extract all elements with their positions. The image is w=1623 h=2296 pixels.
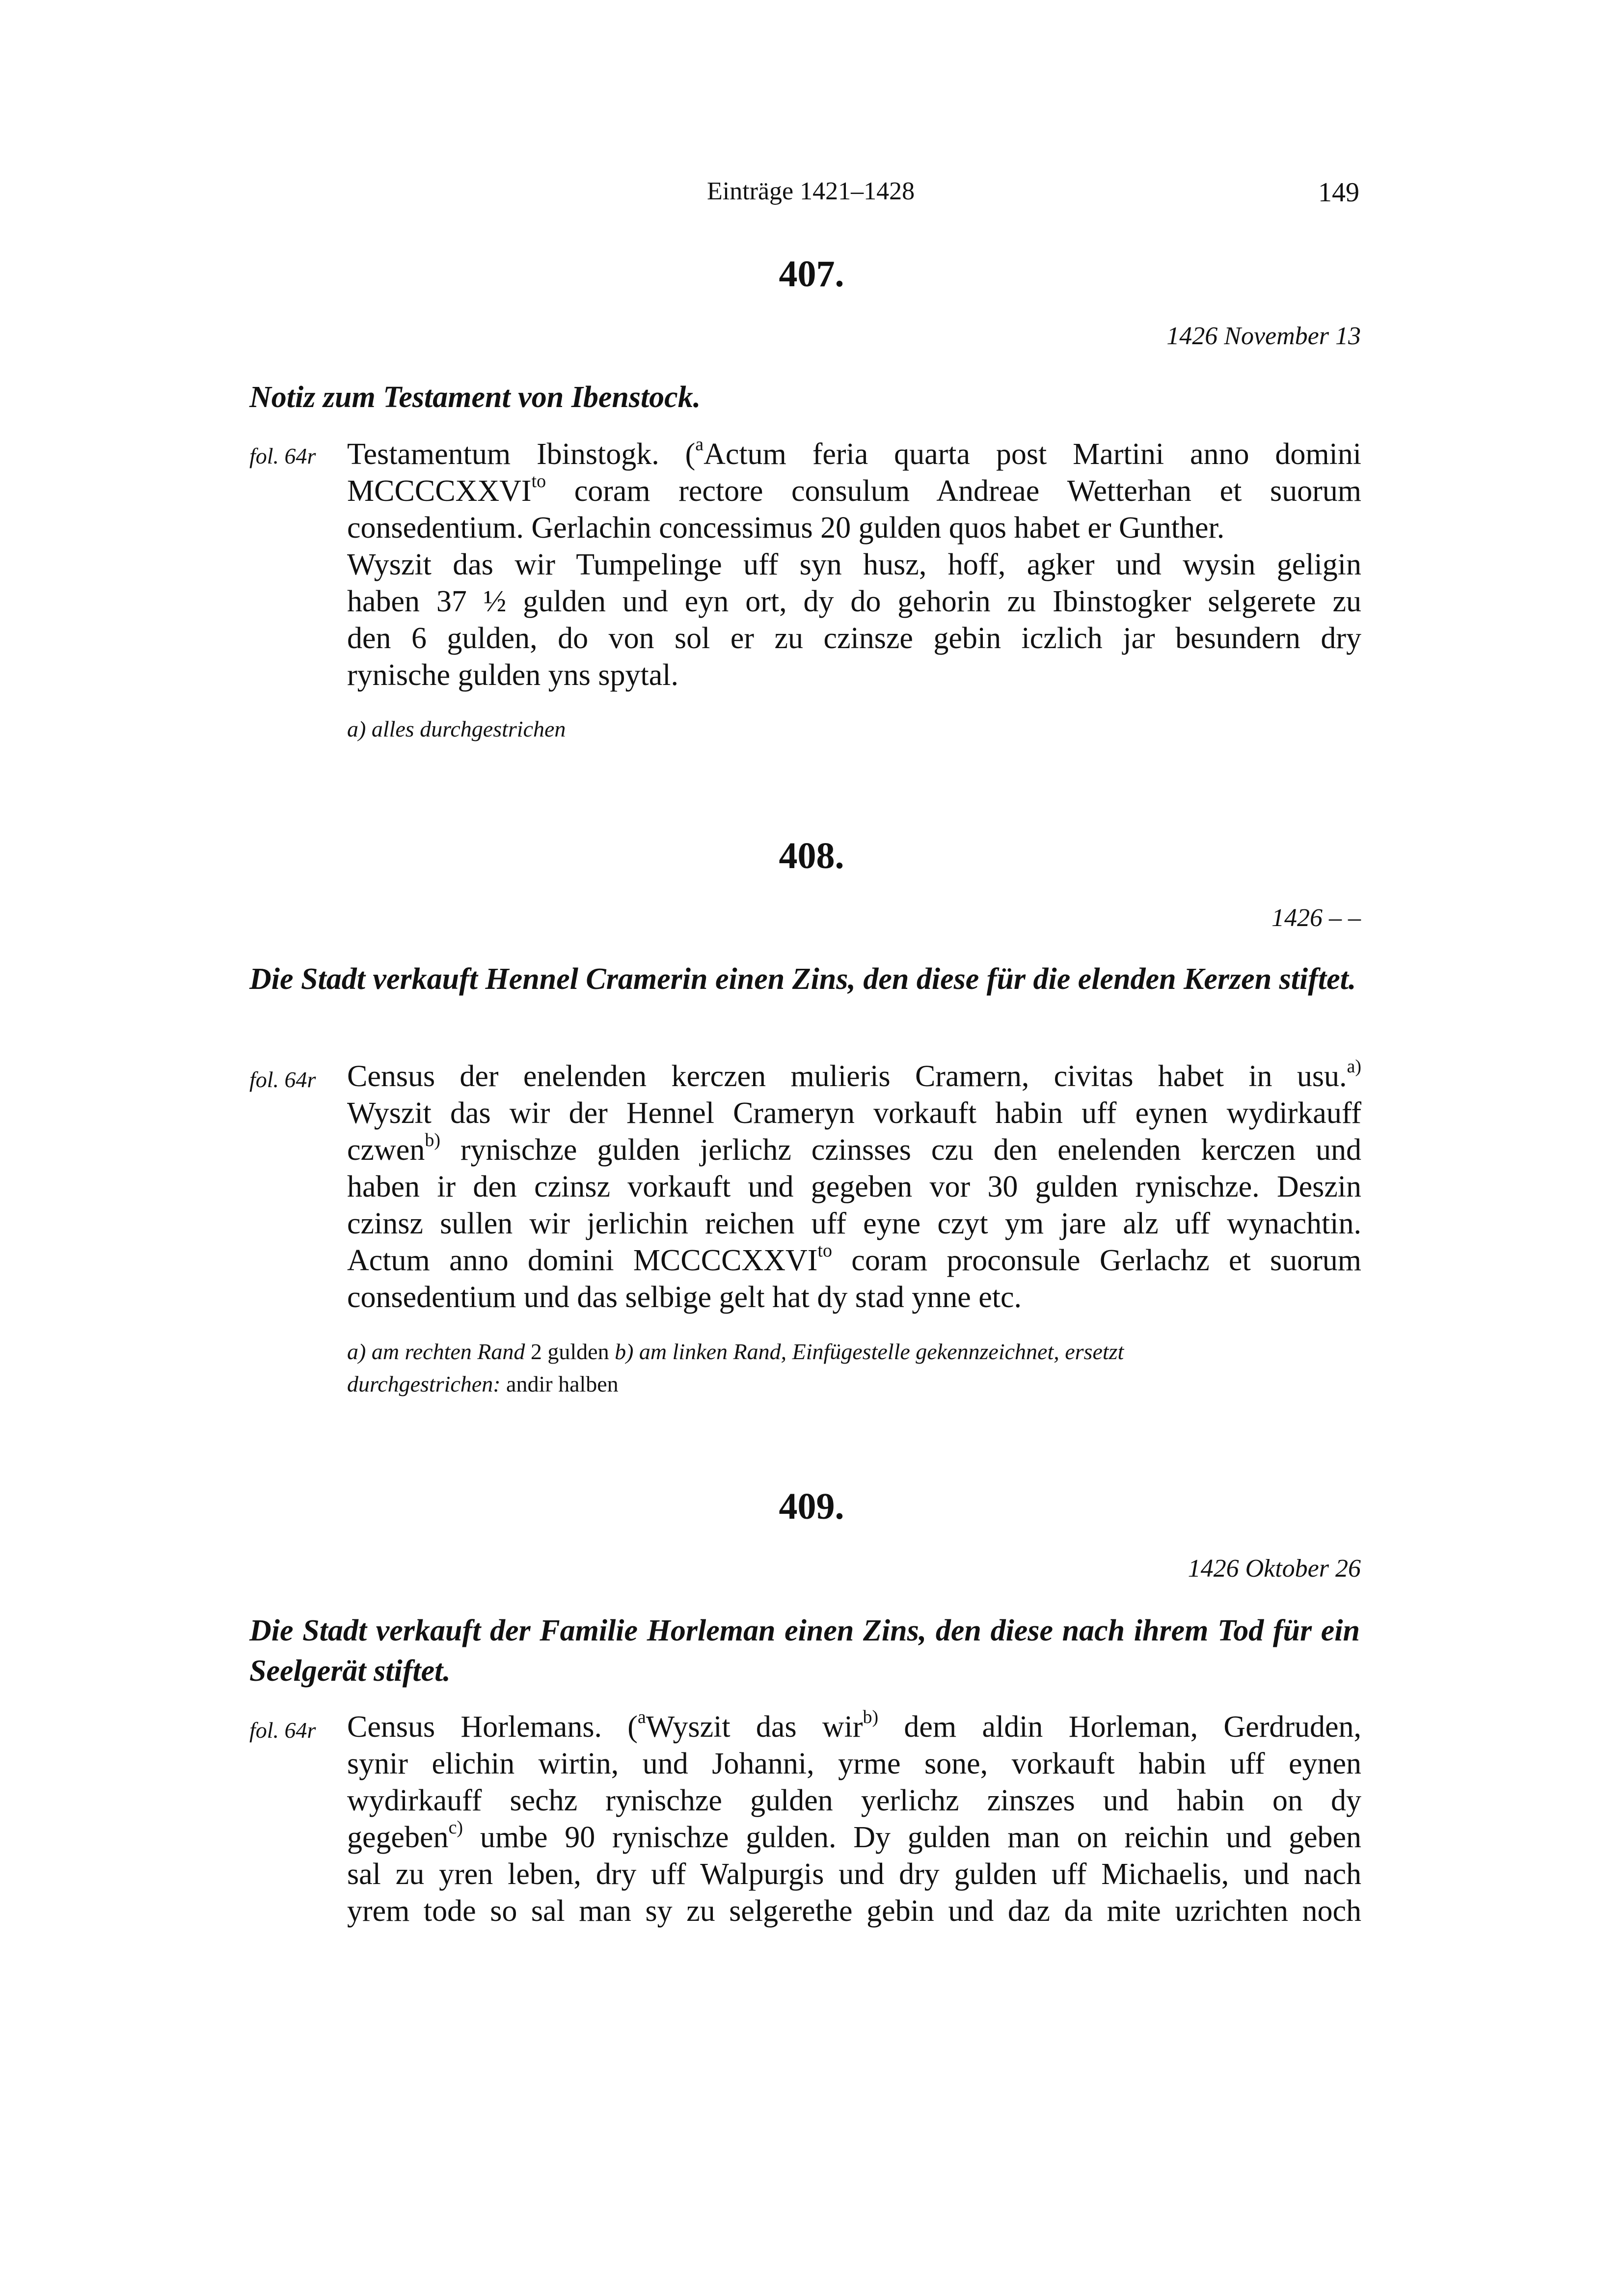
text-line: Testamentum Ibinstogk. ($^a$Actum feria quarta post Martini anno domini (347, 434, 1361, 471)
text-line: synir elichin wirtin, und Johanni, yrme sone, vorkauft habin uff eynen (347, 1747, 1361, 1780)
entry-date: 1426 November 13 (1166, 322, 1361, 350)
text-line: haben ir den czinsz vorkauft und gegeben vor 30 gulden rynischze. Deszin (347, 1170, 1361, 1203)
entry-number: 408. (779, 835, 844, 876)
entry-date: 1426 – – (1271, 904, 1361, 932)
text-line: sal zu yren leben, dry uff Walpurgis und dry gulden uff Michaelis, und nach (347, 1858, 1361, 1891)
folio-reference: fol. 64r (249, 1718, 316, 1743)
text-line: czwen$^{b)}$ rynischze gulden jerlichz czinsses czu den enelenden kerczen und (347, 1130, 1361, 1167)
entry-title: Die Stadt verkauft Hennel Cramerin einen Zins, den diese für die elenden Kerzen stiftet. (249, 962, 1356, 996)
footnote: a) alles durchgestrichen (347, 716, 566, 741)
text-line: consedentium und das selbige gelt hat dy stad ynne etc. (347, 1281, 1022, 1314)
text-line: den 6 gulden, do von sol er zu czinsze gebin iczlich jar besundern dry (347, 622, 1361, 655)
text-line: $MCCCCXXVI^{to}$ coram rectore consulum Andreae Wetterhan et suorum (347, 471, 1361, 508)
text-line: Actum anno domini $MCCCCXXVI^{to}$ coram proconsule Gerlachz et suorum (347, 1240, 1361, 1277)
entry-number: 409. (779, 1486, 844, 1527)
text-line: rynische gulden yns spytal. (347, 658, 679, 692)
text-line: wydirkauff sechz rynischze gulden yerlichz zinszes und habin on dy (347, 1784, 1361, 1817)
text-line: Census Horlemans. ($^a$Wyszit das wir$^{b)}$ dem aldin Horleman, Gerdruden, (347, 1707, 1362, 1744)
running-head (0, 177, 1623, 216)
entry-text (347, 1058, 1361, 1316)
entry-text (347, 436, 1361, 694)
text-line: czinsz sullen wir jerlichin reichen uff eyne czyt ym jare alz uff wynachtin. (347, 1207, 1361, 1240)
entry-text (347, 1709, 1361, 1930)
text-line: Wyszit das wir Tumpelinge uff syn husz, hoff, agker und wysin geligin (347, 548, 1361, 581)
page-number: 149 (1318, 177, 1359, 208)
text-line: gegeben$^{c)}$ umbe 90 rynischze gulden. Dy gulden man on reichin und geben (347, 1817, 1361, 1854)
text-line: consedentium. Gerlachin concessimus 20 gulden quos habet er Gunther. (347, 511, 1225, 545)
text-line: haben 37 ½ gulden und eyn ort, dy do gehorin zu Ibinstogker selgerete zu (347, 585, 1361, 618)
footnote: a) am rechten Rand 2 gulden b) am linken Rand, Einfügestelle gekennzeichnet, ersetzt durchgestrichen: andir halben (347, 1339, 1124, 1396)
folio-reference: fol. 64r (249, 443, 316, 468)
entry-date: 1426 Oktober 26 (1188, 1555, 1361, 1583)
text-line: Census der enelenden kerczen mulieris Cramern, civitas habet in usu.$^{a)}$ (347, 1056, 1361, 1093)
entry-title: Notiz zum Testament von Ibenstock. (249, 381, 701, 414)
entry-title: Die Stadt verkauft der Familie Horleman einen Zins, den diese nach ihrem Tod für ein Seelgerät stiftet. (249, 1614, 1360, 1688)
folio-reference: fol. 64r (249, 1067, 316, 1092)
text-line: Wyszit das wir der Hennel Crameryn vorkauft habin uff eynen wydirkauff (347, 1096, 1361, 1130)
entry-number: 407. (779, 253, 844, 295)
running-title: Einträge 1421–1428 (707, 177, 915, 205)
text-line: yrem tode so sal man sy zu selgerethe gebin und daz da mite uzrichten noch (347, 1894, 1361, 1928)
